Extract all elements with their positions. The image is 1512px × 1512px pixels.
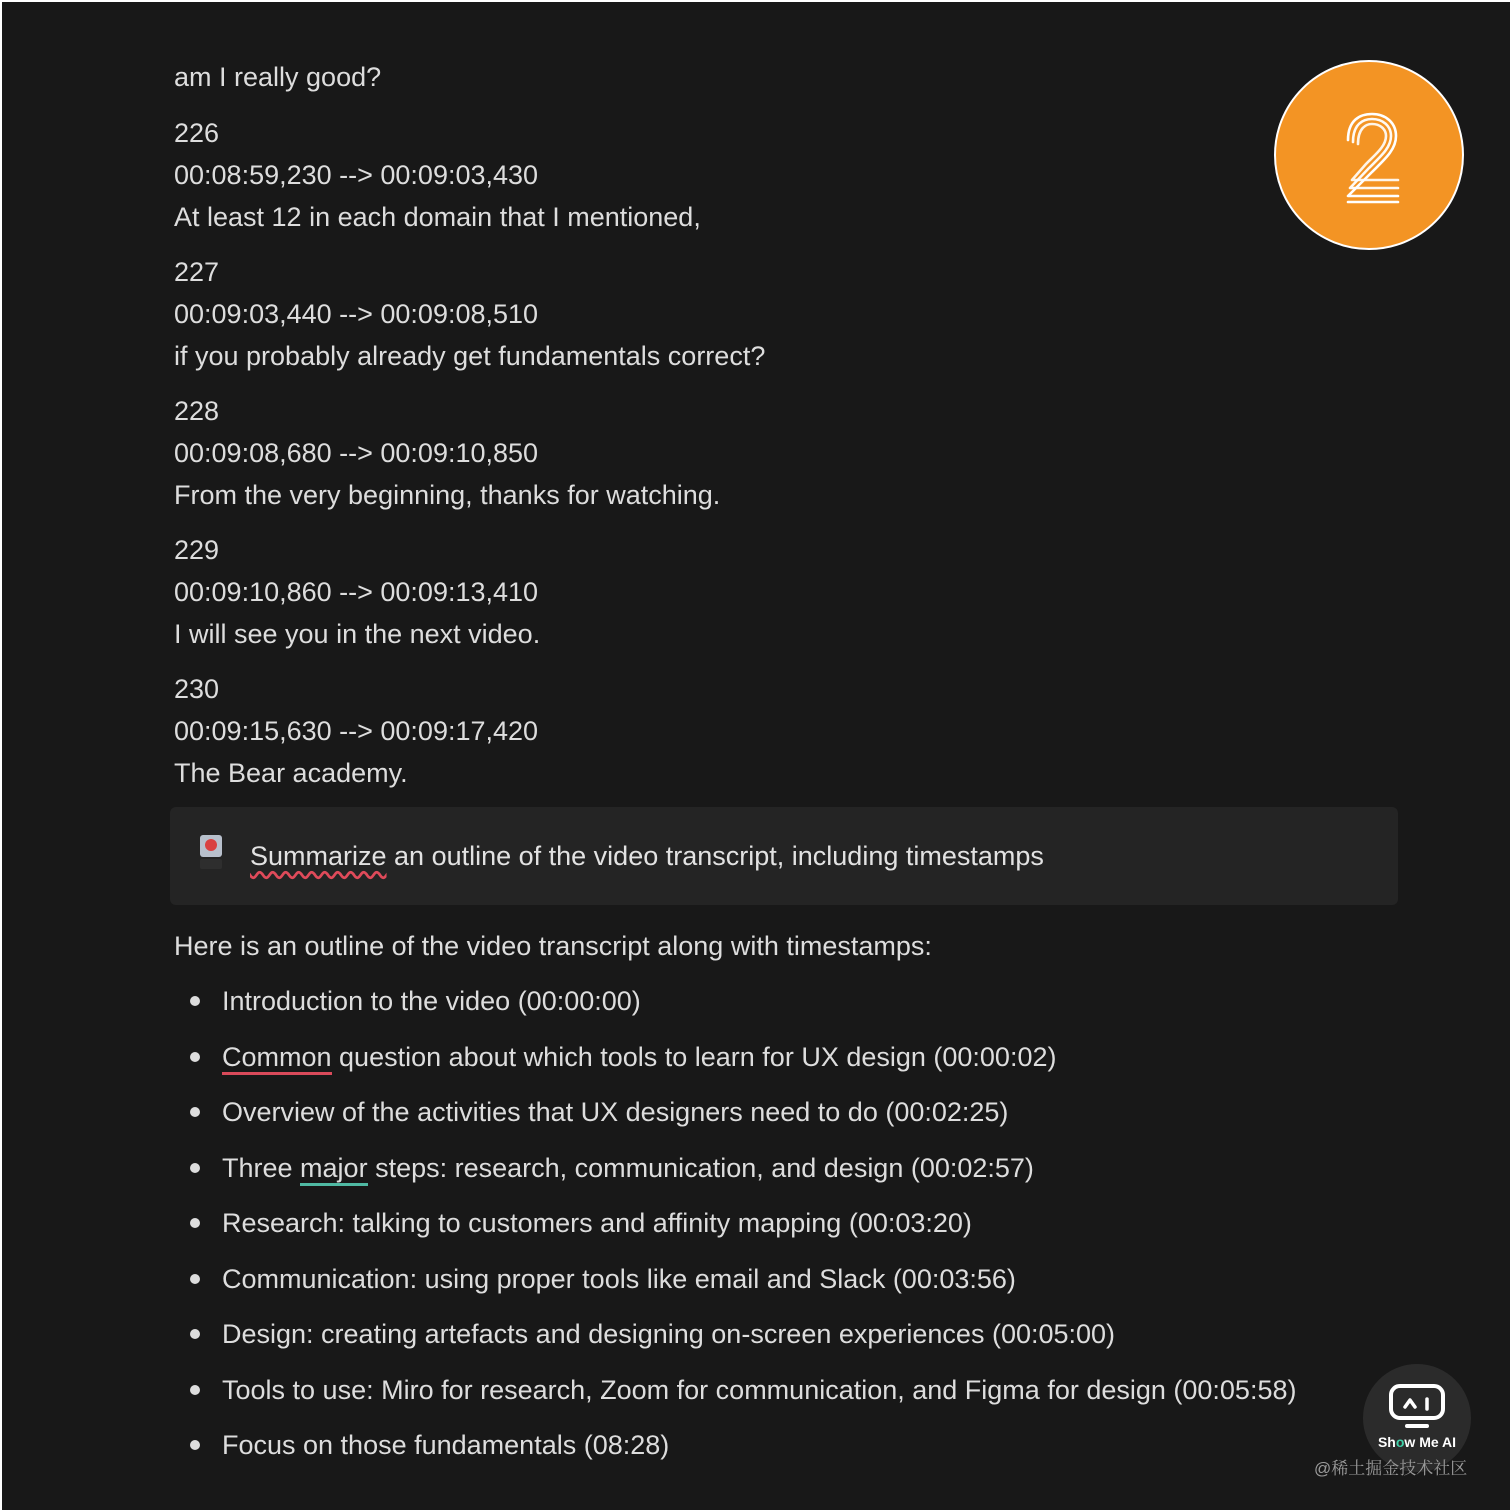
user-prompt-block[interactable] (170, 807, 1398, 905)
bullet-icon (190, 1218, 200, 1228)
bullet-icon (190, 1107, 200, 1117)
subtitle-entry (174, 112, 1414, 238)
list-item (174, 1258, 1414, 1300)
bullet-icon (190, 1440, 200, 1450)
list-item-text: steps: research, communication, and design (00:02:57) (367, 1152, 1034, 1183)
entry-timestamp: 00:09:08,680 --> 00:09:10,850 (174, 438, 539, 468)
bullet-icon (190, 1052, 200, 1062)
entry-index: 226 (174, 118, 220, 148)
list-item-text: Research: talking to customers and affinity mapping (00:03:20) (222, 1208, 972, 1238)
user-avatar-icon (200, 835, 222, 871)
grammar-word: major (300, 1153, 368, 1186)
app-frame (2, 2, 1510, 1510)
list-item (174, 1091, 1414, 1133)
list-item-text: Tools to use: Miro for research, Zoom for communication, and Figma for design (00:05:58) (222, 1374, 1297, 1405)
entry-text: I will see you in the next video. (174, 619, 541, 649)
subtitle-entry (174, 529, 1414, 655)
entry-timestamp: 00:09:10,860 --> 00:09:13,410 (174, 577, 539, 607)
list-item-text: question about which tools to learn for UX design (00:00:02) (331, 1041, 1057, 1072)
bullet-icon (190, 1163, 200, 1173)
entry-text: At least 12 in each domain that I mentioned, (174, 202, 701, 232)
list-item (174, 980, 1414, 1022)
list-item (174, 1147, 1414, 1189)
prompt-text (250, 835, 1044, 877)
transcript-content (174, 56, 1414, 1480)
subtitle-entry (174, 251, 1414, 377)
answer-intro: Here is an outline of the video transcript along with timestamps: (174, 931, 932, 961)
transcript-first-line: am I really good? (174, 62, 382, 92)
list-item-text: Design: creating artefacts and designing on-screen experiences (00:05:00) (222, 1319, 1116, 1349)
entry-index: 227 (174, 257, 220, 287)
spellcheck-word: Summarize (250, 841, 387, 871)
entry-timestamp: 00:09:15,630 --> 00:09:17,420 (174, 716, 539, 746)
list-item (174, 1424, 1414, 1466)
subtitle-entry (174, 390, 1414, 516)
bullet-icon (190, 1385, 200, 1395)
logo-text: Show Me AI (1377, 1434, 1457, 1450)
subtitle-entry (174, 668, 1414, 794)
prompt-text-rest: an outline of the video transcript, including timestamps (386, 841, 1044, 871)
bullet-icon (190, 1329, 200, 1339)
entry-timestamp: 00:08:59,230 --> 00:09:03,430 (174, 160, 539, 190)
entry-timestamp: 00:09:03,440 --> 00:09:08,510 (174, 299, 539, 329)
list-item-text: Three (222, 1152, 301, 1183)
bullet-icon (190, 996, 200, 1006)
list-item (174, 1313, 1414, 1355)
step-number-icon (1276, 62, 1462, 248)
list-item (174, 1202, 1414, 1244)
robot-icon (1387, 1382, 1447, 1432)
entry-text: From the very beginning, thanks for watching. (174, 480, 721, 510)
list-item-text: Communication: using proper tools like email and Slack (00:03:56) (222, 1263, 1016, 1294)
entry-text: if you probably already get fundamentals correct? (174, 341, 766, 371)
list-item-text: Introduction to the video (00:00:00) (222, 986, 641, 1016)
list-item (174, 1036, 1414, 1078)
entry-text: The Bear academy. (174, 758, 408, 788)
answer-bullet-list (174, 980, 1414, 1466)
list-item (174, 1369, 1414, 1411)
entry-index: 228 (174, 396, 220, 426)
entry-index: 230 (174, 674, 220, 704)
list-item-text: Overview of the activities that UX designers need to do (00:02:25) (222, 1097, 1009, 1127)
bullet-icon (190, 1274, 200, 1284)
step-number-badge (1274, 60, 1464, 250)
watermark-text: @稀土掘金技术社区 (1314, 1459, 1468, 1478)
entry-index: 229 (174, 535, 220, 565)
spellcheck-word: Common (222, 1042, 332, 1075)
list-item-text: Focus on those fundamentals (08:28) (222, 1430, 670, 1460)
